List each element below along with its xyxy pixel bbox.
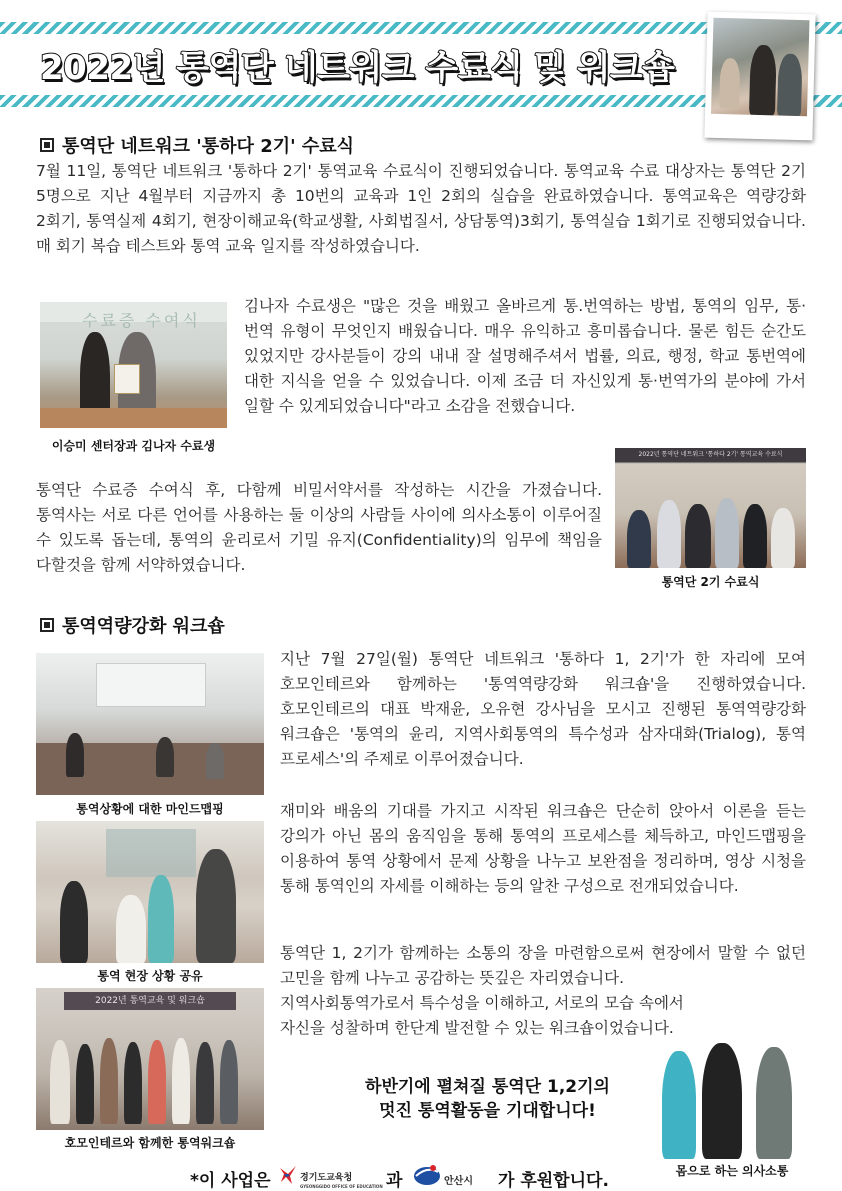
sponsor-line <box>190 1162 630 1191</box>
section1-heading: 통역단 네트워크 '통하다 2기' 수료식 <box>40 132 354 158</box>
workshop-group-photo <box>36 988 264 1130</box>
closing-line-2: 멋진 통역활동을 기대합니다! <box>379 1101 596 1121</box>
ceremony-photo <box>40 302 227 428</box>
section1-intro: 7월 11일, 통역단 네트워크 '통하다 2기' 통역교육 수료식이 진행되었습니다. 통역교육 수료 대상자는 통역단 2기 5명으로 지난 4월부터 지금까지 총 10번의 교육과 1인 2회의 실습을 완료하였습니다. 통역교육은 역량강화 2회기, 통역실제 4회기, 현장이해교육(학교생활, 사회법질서, 상담통역)3회기, 통역실습 1회기로 진행되었습니다. 매 회기 복습 테스트와 통역 교육 일지를 작성하였습니다. <box>36 162 806 255</box>
ansan-logo-text: 안산시 <box>444 1176 473 1187</box>
square-bullet-icon <box>40 138 54 152</box>
sponsor-conjunction: 과 <box>386 1171 403 1191</box>
page-title: 2022년 통역단 네트워크 수료식 및 워크숍 <box>40 48 675 88</box>
graduates-group-photo <box>615 448 806 568</box>
mind-mapping-caption: 통역상황에 대한 마인드맵핑 <box>76 802 224 816</box>
section2-para3-line3: 자신을 성찰하며 한단계 발전할 수 있는 워크숍이었습니다. <box>280 1019 674 1037</box>
sponsor-prefix: *이 사업은 <box>190 1171 271 1191</box>
gyeonggi-logo-text: 경기도교육청 <box>300 1173 353 1183</box>
body-communication-photo <box>656 1043 808 1159</box>
section2-para3-line1: 통역단 1, 2기가 함께하는 소통의 장을 마련함으로써 현장에서 말할 수 없던 고민을 함께 나누고 공감하는 뜻깊은 자리였습니다. <box>280 944 806 987</box>
section2-para2: 재미와 배움의 기대를 가지고 시작된 워크숍은 단순히 앉아서 이론을 듣는 강의가 아닌 몸의 움직임을 통해 통역의 프로세스를 체득하고, 마인드맵핑을 이용하여 통역 상황에서 문제 상황을 나누고 보완점을 정리하며, 영상 시청을 통해 통역인의 자세를 이해하는 등의 알찬 구성으로 전개되었습니다. <box>280 802 806 895</box>
section1-pledge: 통역단 수료증 수여식 후, 다함께 비밀서약서를 작성하는 시간을 가졌습니다. 통역사는 서로 다른 언어를 사용하는 둘 이상의 사람들 사이에 의사소통이 이루어질 수 있도록 돕는데, 통역의 윤리로서 기밀 유지(Confidentiality)의 임무에 책임을 다할것을 함께 서약하였습니다. <box>36 481 602 574</box>
section1-testimonial: 김나자 수료생은 "많은 것을 배웠고 올바르게 통.번역하는 방법, 통역의 임무, 통·번역 유형이 무엇인지 배웠습니다. 매우 유익하고 흥미롭습니다. 물론 힘든 순간도 있었지만 강사분들이 강의 내내 잘 설명해주셔서 법률, 의료, 행정, 학교 통번역에 대한 지식을 얻을 수 있었습니다. 이제 조금 더 자신있게 통·번역가의 분야에 가서 일할 수 있게되었습니다"라고 소감을 전했습니다. <box>244 297 806 415</box>
closing-line-1: 하반기에 펼쳐질 통역단 1,2기의 <box>365 1077 610 1097</box>
closing-message <box>285 1075 690 1123</box>
body-communication-caption: 몸으로 하는 의사소통 <box>675 1164 789 1178</box>
section2-heading: 통역역량강화 워크숍 <box>40 612 225 638</box>
graduates-banner-text: 2022년 통역단 네트워크 '통하다 2기' 통역교육 수료식 <box>615 448 806 462</box>
mind-mapping-photo <box>36 653 264 795</box>
field-sharing-photo <box>36 821 264 963</box>
gyeonggi-education-logo <box>278 1164 383 1190</box>
square-bullet-icon <box>40 618 54 632</box>
graduates-photo-caption: 통역단 2기 수료식 <box>661 575 760 589</box>
header-polaroid-photo <box>704 12 815 141</box>
section2-para3 <box>280 941 806 1041</box>
workshop-group-caption: 호모인테르와 함께한 통역워크숍 <box>64 1136 236 1150</box>
gyeonggi-logo-subtext: GYEONGGIDO OFFICE OF EDUCATION <box>300 1184 383 1189</box>
ansan-logo-icon <box>412 1162 442 1188</box>
workshop-banner-text: 2022년 통역교육 및 워크숍 <box>64 992 236 1010</box>
sponsor-suffix: 가 후원합니다. <box>498 1171 609 1191</box>
ceremony-photo-caption: 이승미 센터장과 김나자 수료생 <box>51 439 216 453</box>
section2-para3-line2: 지역사회통역가로서 특수성을 이해하고, 서로의 모습 속에서 <box>280 994 684 1012</box>
section2-para1: 지난 7월 27일(월) 통역단 네트워크 '통하다 1, 2기'가 한 자리에 모여 호모인테르와 함께하는 '통역역량강화 워크숍'을 진행하였습니다. 호모인테르의 대표 박재윤, 오유현 강사님을 모시고 진행된 통역역량강화 워크숍은 '통역의 윤리, 지역사회통역의 특수성과 삼자대화(Trialog), 통역 프로세스'의 주제로 이루어졌습니다. <box>280 650 806 768</box>
gyeonggi-logo-icon <box>278 1164 298 1186</box>
field-sharing-caption: 통역 현장 상황 공유 <box>97 969 203 983</box>
ansan-city-logo <box>412 1162 482 1191</box>
ceremony-banner-text: 수료증 수여식 <box>82 311 201 330</box>
